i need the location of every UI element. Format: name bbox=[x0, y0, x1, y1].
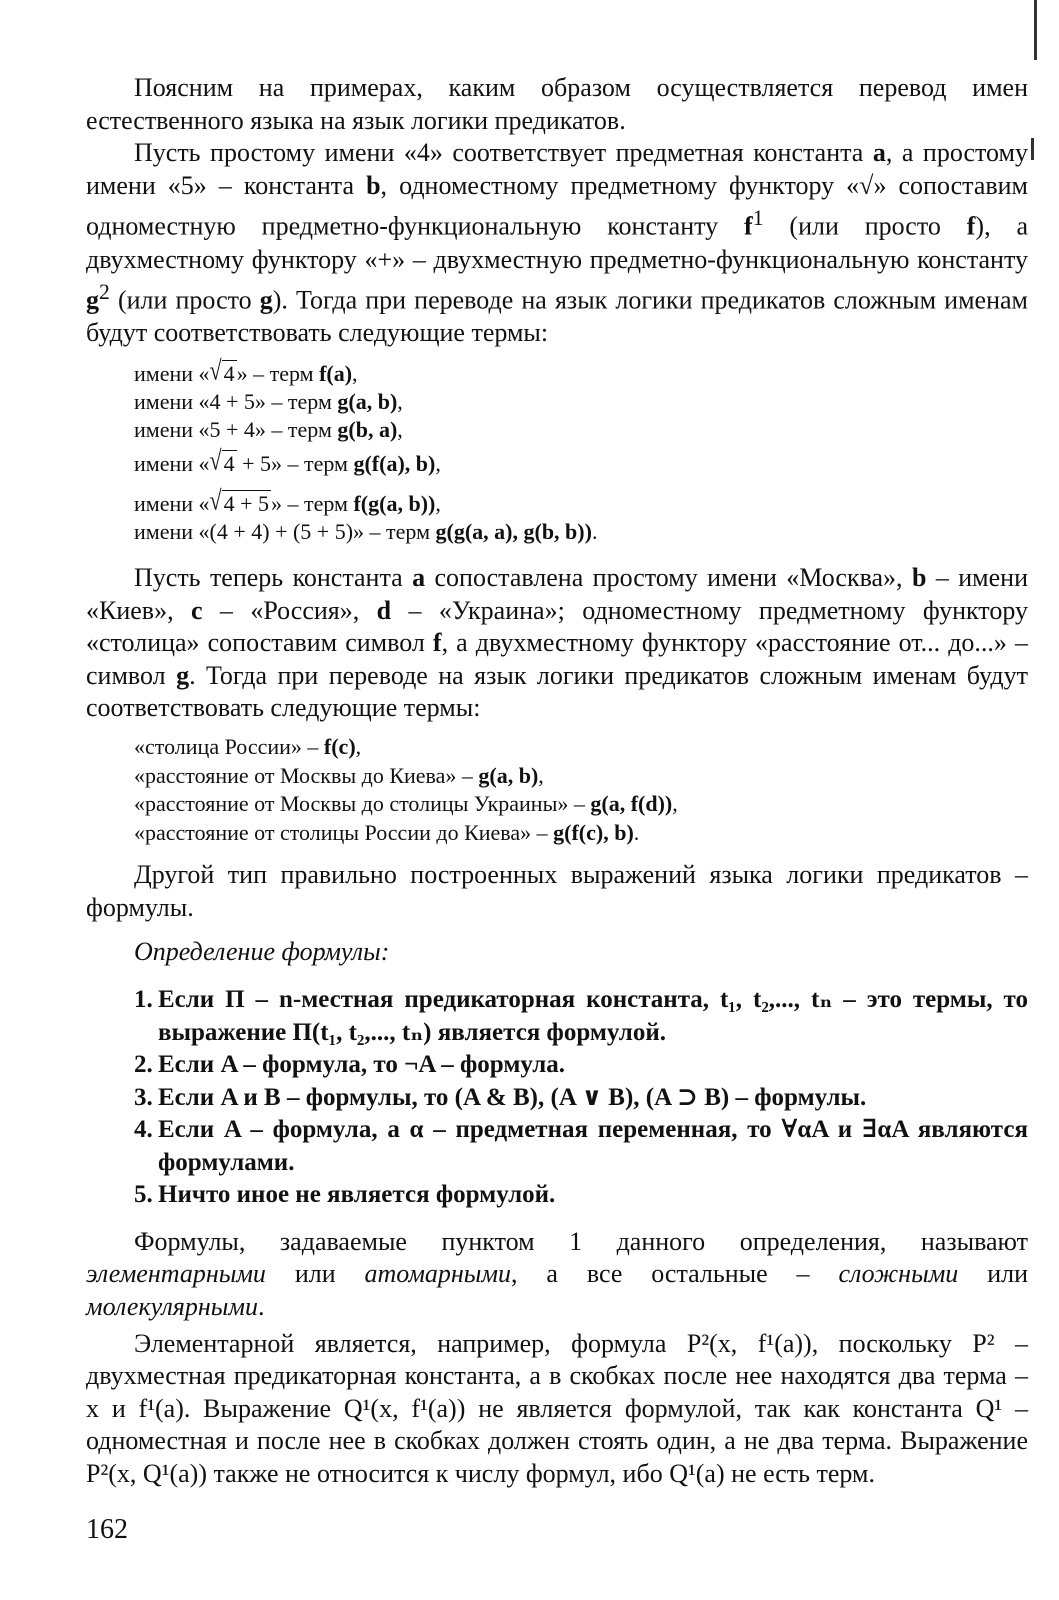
list-item bbox=[134, 354, 1028, 388]
term: f(c) bbox=[323, 734, 356, 760]
punctuation: . bbox=[591, 519, 598, 545]
text-run: Формулы, задаваемые пунктом 1 данного определения, называют bbox=[134, 1226, 1028, 1256]
sqrt-expression bbox=[209, 444, 237, 478]
punctuation: , bbox=[435, 451, 441, 477]
paragraph-intro: Поясним на примерах, каким образом осуществляется перевод имен естественного языка на язык логики предикатов. bbox=[86, 73, 1028, 135]
punctuation: , bbox=[352, 361, 358, 387]
term: g(f(a), b) bbox=[353, 451, 436, 477]
scan-edge-mark-2 bbox=[1031, 138, 1034, 160]
text-run: + 5» – терм bbox=[236, 451, 354, 477]
text-run: «расстояние от Москвы до столицы Украины» – bbox=[134, 791, 591, 817]
superscript: 1 bbox=[752, 206, 764, 231]
constant-f: f bbox=[966, 212, 976, 242]
constant-c: c bbox=[190, 595, 203, 625]
list-item bbox=[134, 416, 1028, 444]
text-run: Пусть теперь константа bbox=[134, 563, 413, 593]
definition-title: Определение формулы: bbox=[134, 937, 390, 967]
page-number: 162 bbox=[86, 1514, 128, 1545]
item-number: 5. bbox=[134, 1181, 153, 1209]
text-run: – «Украина»; одноместному предметному функтору «столица» сопоставим символ bbox=[86, 595, 1028, 658]
text-run: имени «(4 + 4) + (5 + 5)» – терм bbox=[134, 519, 436, 545]
text-run: , а простому имени «5» – константа bbox=[86, 138, 1028, 200]
term: f(g(a, b)) bbox=[353, 491, 436, 517]
text-run: . Тогда при переводе на язык логики предикатов сложным именам будут соответствовать следующие термы: bbox=[86, 660, 1028, 723]
item-text: Ничто иное не является формулой. bbox=[158, 1181, 556, 1209]
scan-edge-mark bbox=[1034, 0, 1037, 60]
text-run: имени « bbox=[134, 361, 210, 387]
text-run: , одноместному предметному функтору «√» сопоставим одноместную предметно-функциональную константу bbox=[86, 170, 1029, 242]
list-item bbox=[134, 819, 1028, 848]
terms-list-numbers bbox=[134, 354, 1028, 546]
paragraph-formula-types bbox=[86, 1226, 1028, 1324]
definition-item bbox=[134, 1049, 1028, 1082]
text-run: (или просто bbox=[109, 285, 260, 315]
punctuation: , bbox=[672, 791, 678, 817]
punctuation: . bbox=[633, 819, 640, 845]
constant-b: b bbox=[366, 170, 381, 200]
constant-f: f bbox=[744, 212, 753, 242]
item-text: Если A и B – формулы, то (A & B), (A ∨ B), (A ⊃ B) – формулы. bbox=[158, 1083, 867, 1111]
list-item bbox=[134, 484, 1028, 518]
term: g(a, b) bbox=[337, 389, 398, 415]
term: g(b, a) bbox=[337, 417, 398, 443]
term-atomic: атомарными bbox=[364, 1259, 512, 1289]
radical-sign: √ bbox=[209, 484, 222, 516]
item-text: Если П – n-местная предикаторная константа, t₁, t₂,..., tₙ – это термы, то выражение П(t₁, t₂,..., tₙ) является формулой. bbox=[158, 986, 1028, 1046]
paragraph-constants bbox=[86, 137, 1028, 350]
text-run: » – терм bbox=[236, 361, 320, 387]
paragraph-example: Элементарной является, например, формула P²(x, f¹(a)), поскольку P² – двухместная предикаторная константа, а в скобках после нее находятся два терма – x и f¹(a). Выражение Q¹(x, f¹(a)) не является формулой, так как константа Q¹ – одноместная и после нее в скобках должен стоять один, а не два терма. Выражение P²(x, Q¹(a)) также не относится к числу формул, ибо Q¹(a) не есть терм. bbox=[86, 1328, 1028, 1488]
term: g(f(c), b) bbox=[553, 819, 634, 845]
term-complex: сложными bbox=[838, 1259, 959, 1289]
radicand: 4 + 5 bbox=[223, 491, 270, 517]
text-run: – «Россия», bbox=[202, 595, 377, 625]
text-run: имени «5 + 4» – терм bbox=[134, 417, 338, 443]
text-run: , а все остальные – bbox=[511, 1259, 839, 1289]
sqrt-expression bbox=[209, 354, 237, 388]
punctuation: , bbox=[355, 734, 362, 760]
text-run: » – терм bbox=[271, 491, 354, 517]
item-number: 1. bbox=[134, 986, 153, 1014]
paragraph-formulas-intro: Другой тип правильно построенных выражений языка логики предикатов – формулы. bbox=[86, 860, 1028, 922]
punctuation: , bbox=[538, 762, 544, 788]
constant-g: g bbox=[259, 285, 273, 315]
text-run: (или просто bbox=[763, 212, 967, 242]
list-item bbox=[134, 733, 1028, 762]
item-number: 2. bbox=[134, 1051, 153, 1079]
item-number: 3. bbox=[134, 1083, 153, 1111]
constant-a: a bbox=[412, 563, 426, 593]
text-run: или bbox=[265, 1259, 365, 1289]
text-run: «расстояние от Москвы до Киева» – bbox=[134, 762, 479, 788]
text-run: ). Тогда при переводе на язык логики предикатов сложным именам будут соответствовать следующие термы: bbox=[86, 285, 1028, 348]
punctuation: , bbox=[397, 417, 403, 443]
term-molecular: молекулярными bbox=[86, 1291, 258, 1321]
list-item bbox=[134, 388, 1028, 416]
definition-item bbox=[134, 984, 1028, 1049]
radical-sign: √ bbox=[209, 444, 222, 476]
punctuation: , bbox=[435, 491, 441, 517]
definition-item bbox=[134, 1114, 1028, 1179]
superscript: 2 bbox=[99, 280, 110, 305]
definition-item bbox=[134, 1179, 1028, 1212]
text-run: имени « bbox=[134, 491, 210, 517]
definition-item bbox=[134, 1082, 1028, 1115]
text-run: имени «4 + 5» – терм bbox=[134, 389, 338, 415]
term-elementary: элементарными bbox=[86, 1259, 266, 1289]
term: g(g(a, a), g(b, b)) bbox=[435, 519, 592, 545]
list-item bbox=[134, 518, 1028, 546]
text-run: – имени «Киев», bbox=[86, 563, 1028, 625]
term: g(a, b) bbox=[478, 762, 539, 788]
punctuation: . bbox=[258, 1291, 265, 1321]
list-item bbox=[134, 790, 1028, 819]
constant-d: d bbox=[376, 595, 392, 625]
constant-g: g bbox=[176, 660, 190, 690]
text-run: имени « bbox=[134, 451, 210, 477]
item-number: 4. bbox=[134, 1116, 153, 1144]
punctuation: , bbox=[397, 389, 403, 415]
term: g(a, f(d)) bbox=[590, 791, 673, 817]
sqrt-expression bbox=[209, 484, 272, 518]
radicand: 4 bbox=[223, 451, 235, 477]
text-run: сопоставлена простому имени «Москва», bbox=[425, 563, 912, 593]
text-run: или bbox=[958, 1259, 1028, 1289]
radicand: 4 bbox=[223, 361, 235, 387]
text-run: Пусть простому имени «4» соответствует предметная константа bbox=[134, 138, 873, 168]
constant-g: g bbox=[86, 285, 99, 315]
list-item bbox=[134, 762, 1028, 791]
item-text: Если A – формула, а α – предметная переменная, то ∀αA и ∃αA являются формулами. bbox=[158, 1116, 1028, 1176]
constant-f: f bbox=[432, 628, 442, 658]
term: f(a) bbox=[319, 361, 353, 387]
constant-a: a bbox=[872, 138, 886, 168]
paragraph-cities bbox=[86, 562, 1028, 725]
item-text: Если A – формула, то ¬A – формула. bbox=[158, 1051, 566, 1079]
text-run: ), а двухместному функтору «+» – двухместную предметно-функциональную константу bbox=[86, 212, 1028, 274]
definition-list bbox=[134, 984, 1028, 1212]
text-run: «расстояние от столицы России до Киева» – bbox=[134, 819, 554, 845]
text-run: , а двухместному функтору «расстояние от... до...» – символ bbox=[86, 628, 1029, 690]
terms-list-cities bbox=[134, 733, 1028, 847]
list-item bbox=[134, 444, 1028, 478]
radical-sign: √ bbox=[209, 354, 222, 386]
page-body bbox=[86, 72, 1028, 1490]
text-run: «столица России» – bbox=[134, 734, 324, 760]
constant-b: b bbox=[911, 563, 927, 593]
